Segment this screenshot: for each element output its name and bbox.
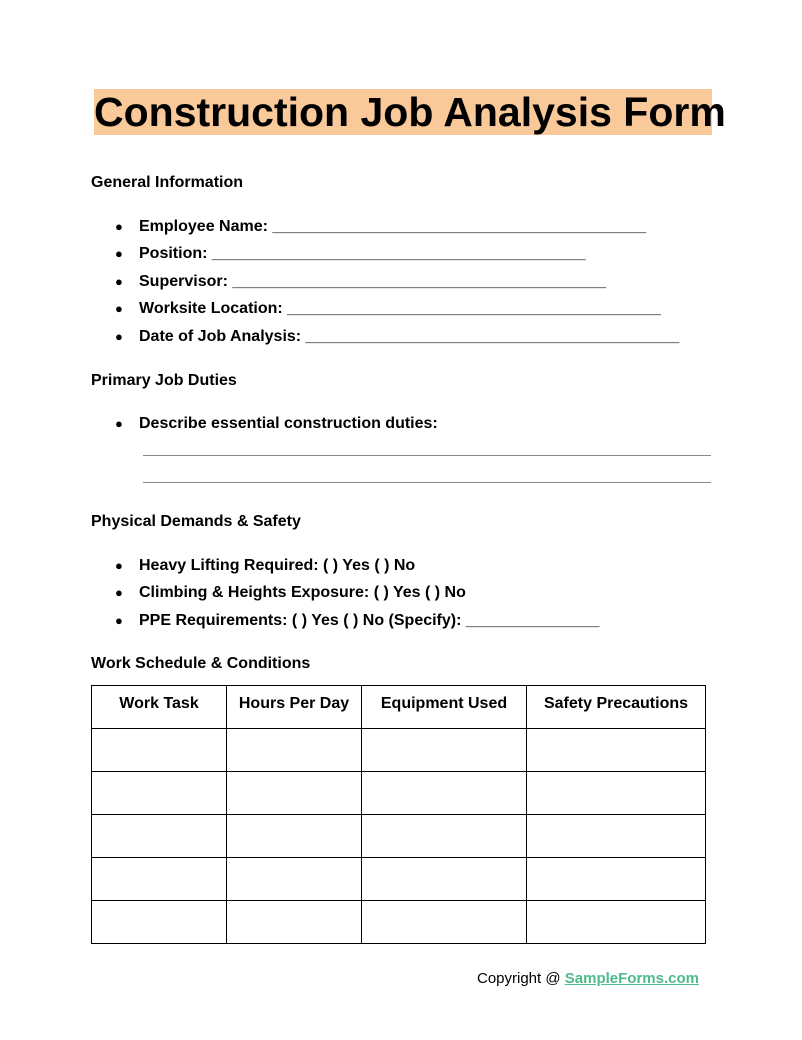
table-cell[interactable]	[527, 858, 706, 901]
sampleforms-link[interactable]: SampleForms.com	[564, 970, 699, 987]
table-cell[interactable]	[92, 901, 227, 944]
table-cell[interactable]	[92, 772, 227, 815]
field-duties-label: ● Describe essential construction duties:	[139, 415, 438, 433]
section-heading-duties: Primary Job Duties	[91, 372, 237, 389]
table-cell[interactable]	[527, 729, 706, 772]
table-cell[interactable]	[362, 772, 527, 815]
field-supervisor[interactable]: ● Supervisor: __________________________________________	[139, 273, 606, 291]
table-row	[92, 729, 706, 772]
col-safety-precautions: Safety Precautions	[527, 686, 706, 729]
duties-line-2[interactable]	[143, 482, 711, 483]
table-row	[92, 815, 706, 858]
table-row	[92, 901, 706, 944]
table-cell[interactable]	[227, 729, 362, 772]
section-heading-schedule: Work Schedule & Conditions	[91, 655, 311, 672]
field-position[interactable]: ● Position: __________________________________________	[139, 245, 586, 263]
page-title: Construction Job Analysis Form	[94, 89, 726, 135]
copyright	[477, 970, 699, 987]
table-row	[92, 858, 706, 901]
section-heading-physical: Physical Demands & Safety	[91, 513, 301, 530]
duties-line-1[interactable]	[143, 455, 711, 456]
table-cell[interactable]	[227, 815, 362, 858]
section-heading-general: General Information	[91, 174, 244, 191]
table-cell[interactable]	[527, 815, 706, 858]
table-cell[interactable]	[362, 901, 527, 944]
table-cell[interactable]	[527, 901, 706, 944]
field-heavy-lifting[interactable]: ● Heavy Lifting Required: ( ) Yes ( ) No	[139, 557, 415, 575]
table-cell[interactable]	[92, 815, 227, 858]
table-cell[interactable]	[92, 729, 227, 772]
field-employee-name[interactable]: ● Employee Name: __________________________________________	[139, 218, 646, 236]
table-row	[92, 772, 706, 815]
table-cell[interactable]	[92, 858, 227, 901]
table-cell[interactable]	[227, 858, 362, 901]
table-cell[interactable]	[527, 772, 706, 815]
field-ppe[interactable]: ● PPE Requirements: ( ) Yes ( ) No (Specify): _______________	[139, 612, 599, 630]
field-date[interactable]: ● Date of Job Analysis: __________________________________________	[139, 328, 679, 346]
table-cell[interactable]	[227, 901, 362, 944]
table-cell[interactable]	[362, 729, 527, 772]
field-climbing-heights[interactable]: ● Climbing & Heights Exposure: ( ) Yes ( ) No	[139, 584, 466, 602]
copyright-prefix: Copyright @	[477, 970, 565, 987]
col-hours-per-day: Hours Per Day	[227, 686, 362, 729]
col-equipment-used: Equipment Used	[362, 686, 527, 729]
table-cell[interactable]	[227, 772, 362, 815]
table-header-row	[92, 686, 706, 729]
col-work-task: Work Task	[92, 686, 227, 729]
table-cell[interactable]	[362, 815, 527, 858]
table-cell[interactable]	[362, 858, 527, 901]
schedule-table	[91, 685, 706, 944]
field-worksite-location[interactable]: ● Worksite Location: __________________________________________	[139, 300, 661, 318]
